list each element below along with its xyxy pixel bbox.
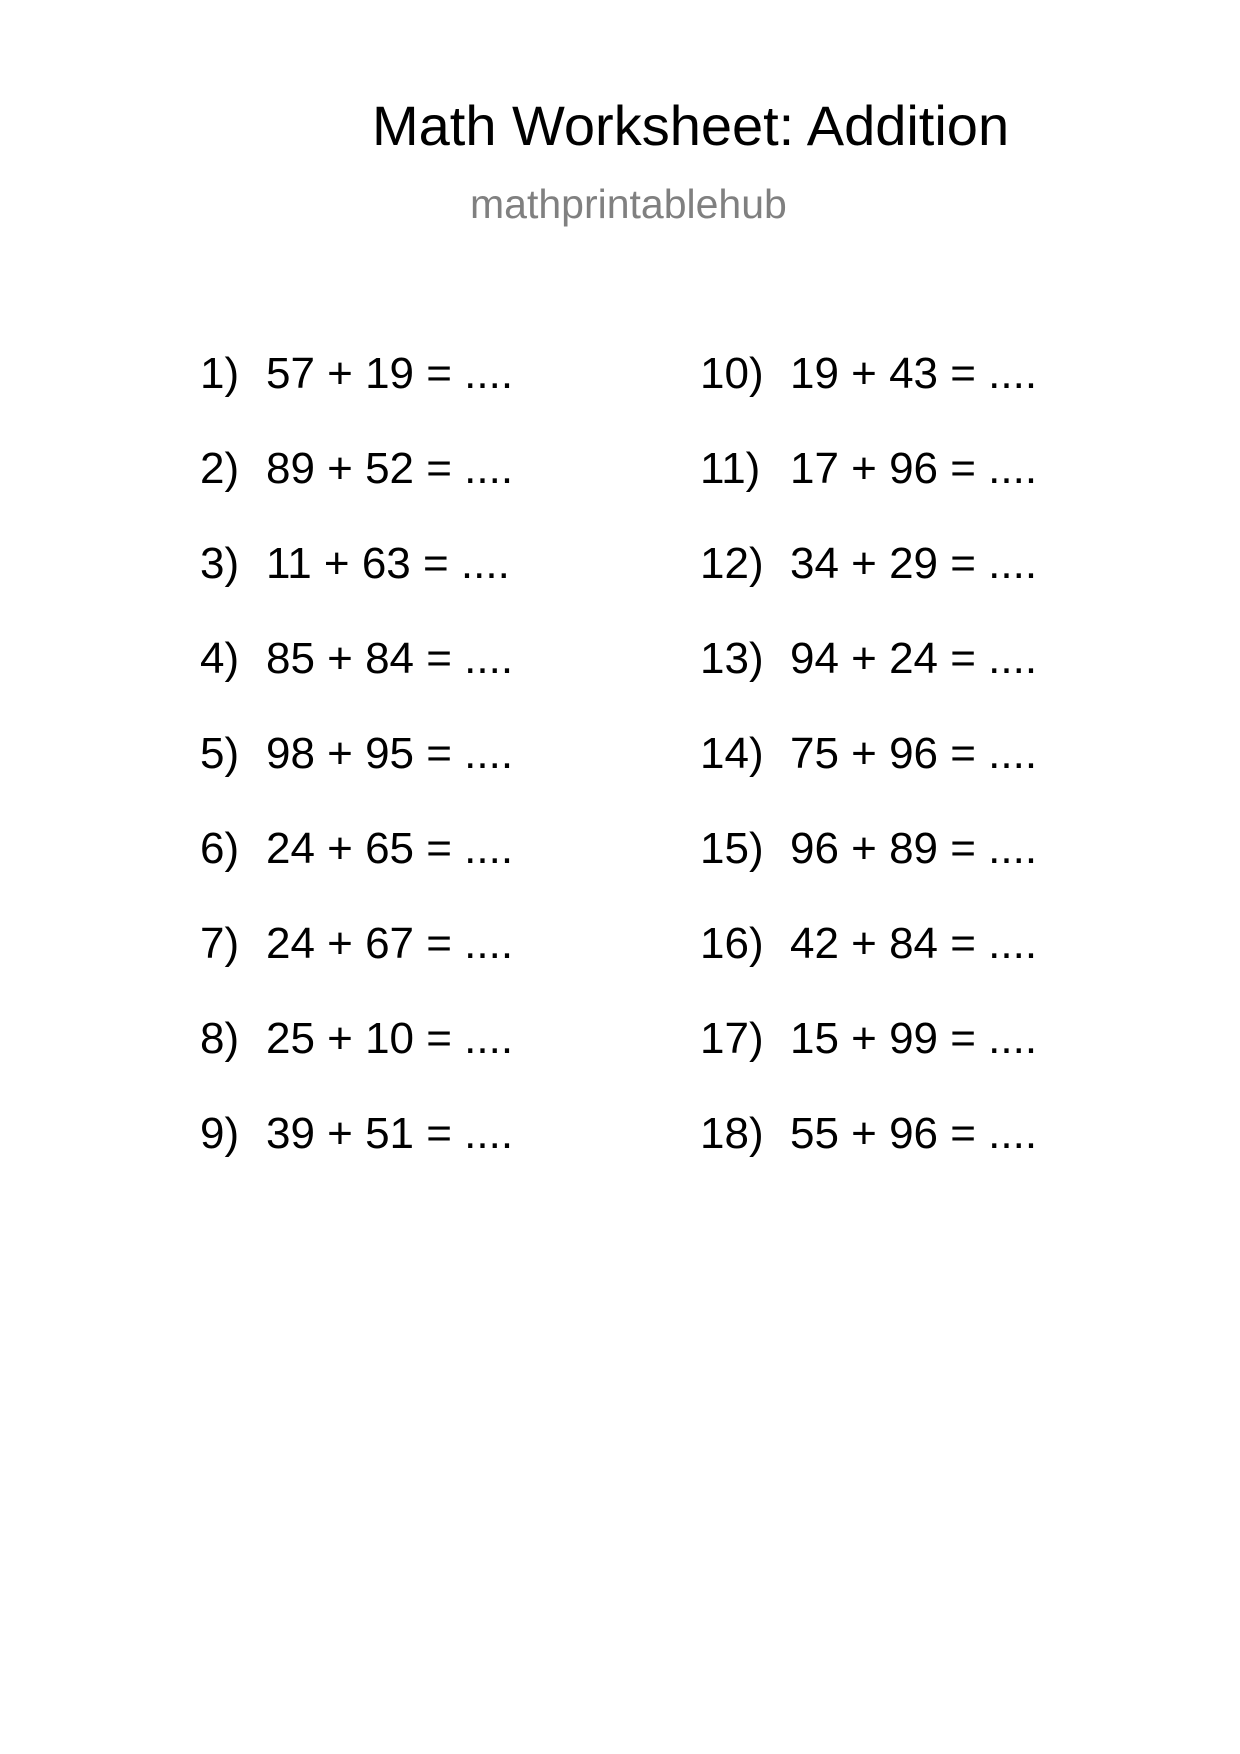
- problem-expression: 19 + 43 = ....: [790, 349, 1038, 398]
- problem-row: [700, 824, 1038, 922]
- problem-row: [200, 634, 514, 732]
- problem-row: [200, 729, 514, 827]
- problem-row: [200, 1109, 514, 1207]
- problem-number: 17): [700, 1014, 764, 1063]
- problem-expression: 85 + 84 = ....: [266, 634, 514, 683]
- problem-number: 16): [700, 919, 764, 968]
- problem-expression: 89 + 52 = ....: [266, 444, 514, 493]
- problem-number: 15): [700, 824, 764, 873]
- problem-row: [200, 824, 514, 922]
- problem-expression: 39 + 51 = ....: [266, 1109, 514, 1158]
- problem-row: [700, 349, 1038, 447]
- problem-number: 7): [200, 919, 240, 968]
- problem-number: 4): [200, 634, 240, 683]
- problem-number: 1): [200, 349, 240, 398]
- problem-number: 9): [200, 1109, 240, 1158]
- problem-expression: 24 + 67 = ....: [266, 919, 514, 968]
- problem-expression: 42 + 84 = ....: [790, 919, 1038, 968]
- problem-number: 18): [700, 1109, 764, 1158]
- problem-number: 8): [200, 1014, 240, 1063]
- problem-expression: 96 + 89 = ....: [790, 824, 1038, 873]
- problem-expression: 17 + 96 = ....: [790, 444, 1038, 493]
- problem-row: [700, 539, 1038, 637]
- problem-number: 5): [200, 729, 240, 778]
- problem-expression: 24 + 65 = ....: [266, 824, 514, 873]
- problem-expression: 15 + 99 = ....: [790, 1014, 1038, 1063]
- problem-number: 14): [700, 729, 764, 778]
- problem-number: 3): [200, 539, 240, 588]
- problem-row: [700, 634, 1038, 732]
- problem-expression: 55 + 96 = ....: [790, 1109, 1038, 1158]
- problem-row: [700, 1014, 1038, 1112]
- page-title: Math Worksheet: Addition: [372, 94, 1010, 157]
- problem-row: [700, 919, 1038, 1017]
- problem-row: [700, 1109, 1038, 1207]
- problem-expression: 11 + 63 = ....: [266, 539, 510, 588]
- problem-expression: 94 + 24 = ....: [790, 634, 1038, 683]
- problem-expression: 75 + 96 = ....: [790, 729, 1038, 778]
- problem-column-right: [700, 349, 1038, 1207]
- problem-number: 12): [700, 539, 764, 588]
- problem-row: [200, 444, 514, 542]
- problem-row: [200, 349, 514, 447]
- problem-expression: 57 + 19 = ....: [266, 349, 514, 398]
- problem-row: [200, 1014, 514, 1112]
- page-subtitle: mathprintablehub: [470, 181, 787, 227]
- problem-number: 11): [700, 444, 761, 493]
- problem-column-left: [200, 349, 514, 1207]
- problem-row: [200, 919, 514, 1017]
- problem-expression: 34 + 29 = ....: [790, 539, 1038, 588]
- problem-number: 13): [700, 634, 764, 683]
- problem-expression: 25 + 10 = ....: [266, 1014, 514, 1063]
- problem-number: 6): [200, 824, 240, 873]
- problem-number: 2): [200, 444, 240, 493]
- problem-row: [700, 444, 1038, 542]
- problem-number: 10): [700, 349, 764, 398]
- problem-expression: 98 + 95 = ....: [266, 729, 514, 778]
- problem-row: [700, 729, 1038, 827]
- problem-row: [200, 539, 513, 637]
